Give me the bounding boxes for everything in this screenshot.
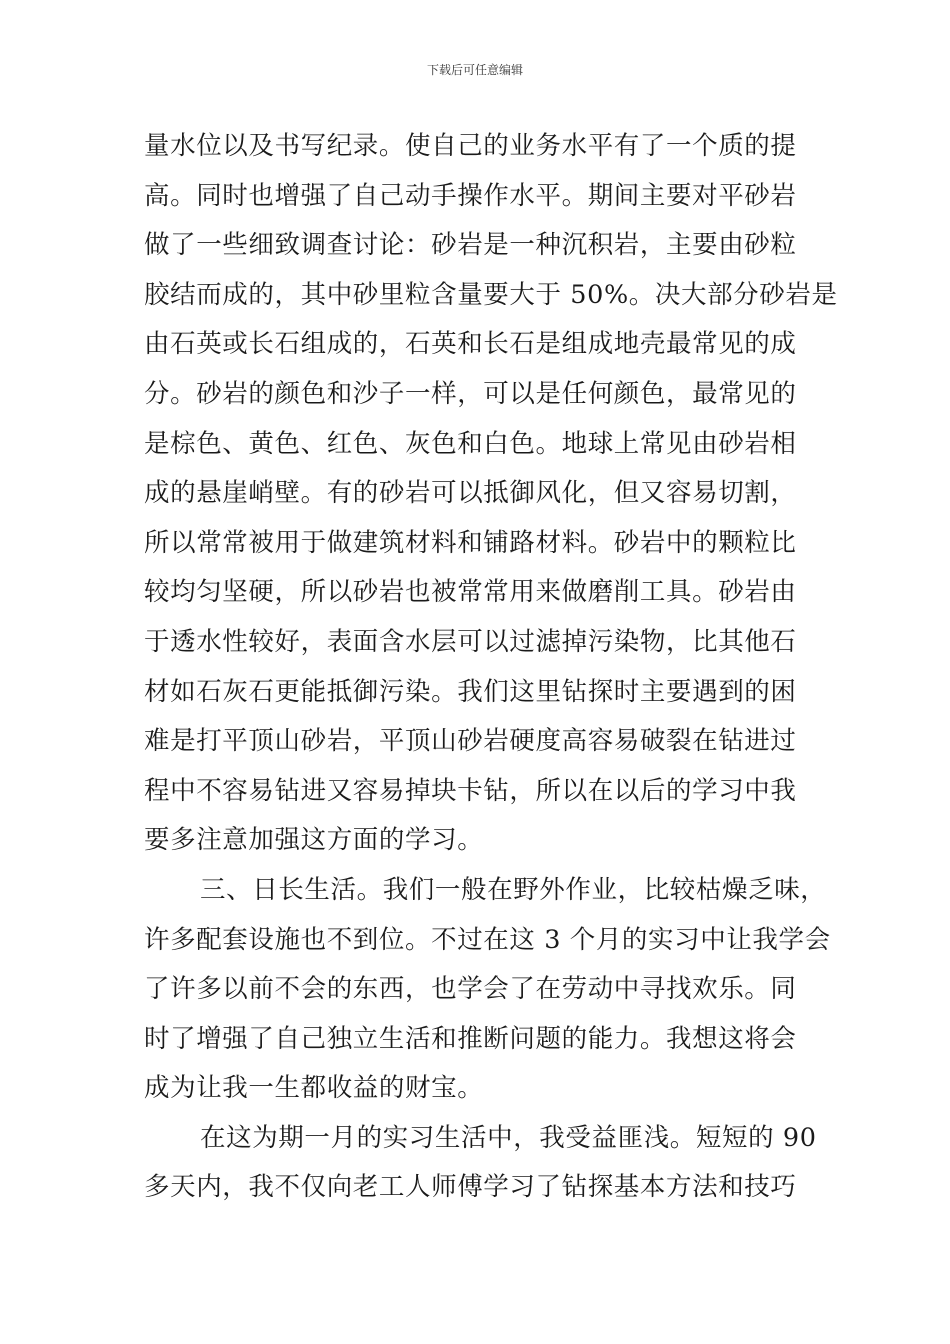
- text-line: 分。砂岩的颜色和沙子一样，可以是任何颜色，最常见的: [144, 378, 797, 409]
- text-line: 做了一些细致调查讨论：砂岩是一种沉积岩，主要由砂粒: [144, 230, 797, 261]
- paragraph-start-line: 在这为期一月的实习生活中，我受益匪浅。短短的 90: [200, 1122, 817, 1153]
- text-line: 许多配套设施也不到位。不过在这 3 个月的实习中让我学会: [144, 924, 831, 955]
- text-line: 较均匀坚硬，所以砂岩也被常常用来做磨削工具。砂岩由: [144, 577, 797, 608]
- text-line: 程中不容易钻进又容易掉块卡钻，所以在以后的学习中我: [144, 775, 797, 806]
- text-line: 是棕色、黄色、红色、灰色和白色。地球上常见由砂岩相: [144, 428, 797, 459]
- text-line: 高。同时也增强了自己动手操作水平。期间主要对平砂岩: [144, 180, 797, 211]
- text-line: 了许多以前不会的东西，也学会了在劳动中寻找欢乐。同: [144, 974, 797, 1005]
- text-line: 于透水性较好，表面含水层可以过滤掉污染物，比其他石: [144, 626, 797, 657]
- paragraph-start-line: 三、日长生活。我们一般在野外作业，比较枯燥乏味，: [200, 874, 827, 905]
- text-line: 难是打平顶山砂岩，平顶山砂岩硬度高容易破裂在钻进过: [144, 726, 797, 757]
- text-line: 成为让我一生都收益的财宝。: [144, 1073, 484, 1104]
- text-line: 成的悬崖峭壁。有的砂岩可以抵御风化，但又容易切割，: [144, 478, 797, 509]
- text-line: 所以常常被用于做建筑材料和铺路材料。砂岩中的颗粒比: [144, 527, 797, 558]
- text-line: 量水位以及书写纪录。使自己的业务水平有了一个质的提: [144, 131, 797, 161]
- text-line: 由石英或长石组成的，石英和长石是组成地壳最常见的成: [144, 329, 797, 360]
- text-line: 要多注意加强这方面的学习。: [144, 825, 484, 856]
- page-header: 下载后可任意编辑: [426, 63, 523, 77]
- text-line: 时了增强了自己独立生活和推断问题的能力。我想这将会: [144, 1023, 797, 1054]
- document-body: [144, 122, 838, 1213]
- text-line: 多天内，我不仅向老工人师傅学习了钻探基本方法和技巧: [144, 1172, 797, 1203]
- text-line: 材如石灰石更能抵御污染。我们这里钻探时主要遇到的困: [144, 676, 797, 707]
- text-line: 胶结而成的，其中砂里粒含量要大于 50%。决大部分砂岩是: [144, 279, 838, 310]
